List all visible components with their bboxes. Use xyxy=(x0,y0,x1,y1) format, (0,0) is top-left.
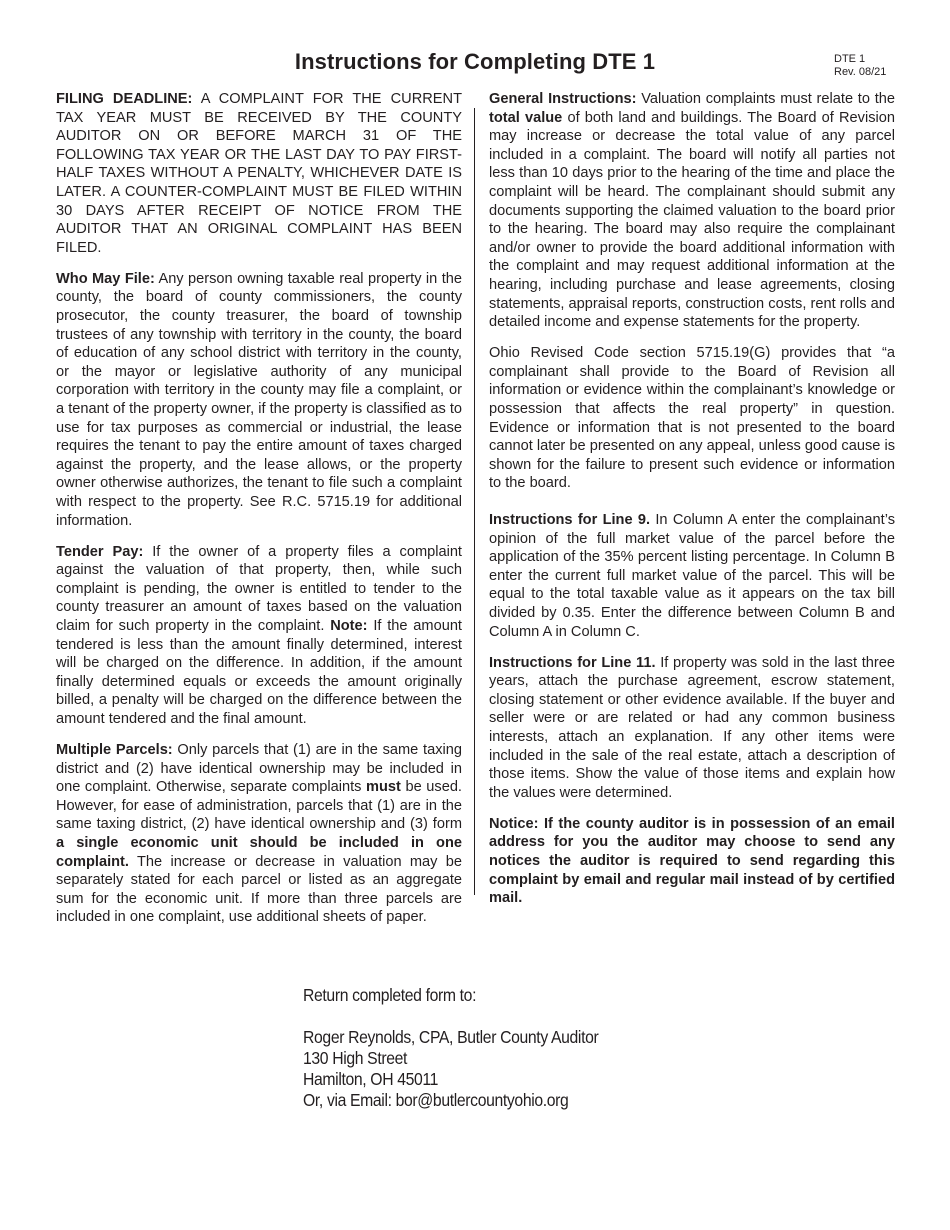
form-revision: Rev. 08/21 xyxy=(834,66,887,78)
multiple-parcels-section xyxy=(56,741,462,927)
line-9-text: In Column A enter the complainant’s opinion of the full market value of the parcel before the application of the 35% percent listing percentage. In Column B enter the current full market value of the parcel. This will be equal to the total taxable value as it appears on the tax bill divided by 0.35. Enter the difference between Column B and Column A in Column C. xyxy=(489,511,895,640)
return-heading: Return completed form to: xyxy=(303,985,477,1005)
line-9-instructions xyxy=(489,511,895,641)
line-9-label: Instructions for Line 9. xyxy=(489,511,651,528)
general-instructions-section xyxy=(489,90,895,332)
ohio-revised-code-section xyxy=(489,344,895,493)
return-address-block xyxy=(303,985,598,1111)
left-column xyxy=(56,90,462,940)
multiple-parcels-text-2: be used. However, for ease of administration, parcels that (1) are in the same taxing district, (2) have identical ownership and (3) form xyxy=(56,779,462,833)
form-id: DTE 1 xyxy=(834,53,866,65)
filing-deadline-label: FILING DEADLINE: xyxy=(56,91,193,107)
multiple-parcels-must: must xyxy=(366,779,401,796)
multiple-parcels-bold-phrase: a single economic unit should be included in one complaint. xyxy=(56,835,462,870)
who-may-file-text: Any person owning taxable real property in the county, the board of county commissioners, the county prosecutor, the county treasurer, the board of township trustees of any township with territory in the county, the board of education of any school district with territory in the county, or the mayor or legislative authority of any municipal corporation with territory in the county may file a complaint, or a tenant of the property owner, if the property is classified as to use for tax purposes as commercial or industrial, the lease requires the tenant to pay the entire amount of taxes charged against the property, and the lease allows, or the property owner otherwise authorizes, the tenant to file such a complaint with respect to the property. See R.C. 5715.19 for additional information. xyxy=(56,270,462,529)
general-instructions-text-2: of both land and buildings. The Board of Revision may increase or decrease the total value of any parcel included in a complaint. The board will notify all parties not less than 10 days prior to the hearing of the time and place the complaint will be heard. The complainant should submit any documents supporting the claimed valuation to the board prior to the hearing. The board may also require the complainant and/or owner to provide the board additional information with the complaint and may request additional information at the hearing, including purchase and lease agreements, closing statements, appraisal reports, construction costs, rent rolls and detailed income and expense statements for the property. xyxy=(489,109,895,331)
page-title: Instructions for Completing DTE 1 xyxy=(294,49,656,74)
line-11-text: If property was sold in the last three years, attach the purchase agreement, escrow statement, closing statement or other evidence available. If the buyer and seller were or are related or had any common business interests, attach an explanation. If any other items were included in the sale of the real estate, attach a description of those items. Show the value of those items and explain how the values were determined. xyxy=(489,654,895,801)
tender-pay-label: Tender Pay: xyxy=(56,543,144,560)
email-notice-text: Notice: If the county auditor is in possession of an email address for you the auditor may choose to send any notices the auditor is required to send regarding this complaint by email and regular mail instead of by certified mail. xyxy=(489,815,895,907)
tender-pay-text: If the owner of a property files a complaint against the valuation of that property, then, while such complaint is pending, the owner is entitled to tender to the county treasurer an amount of taxes based on the valuation claim for such property in the complaint. xyxy=(56,543,462,635)
line-11-label: Instructions for Line 11. xyxy=(489,654,656,671)
line-11-instructions xyxy=(489,654,895,803)
who-may-file-section xyxy=(56,270,462,530)
auditor-name: Roger Reynolds, CPA, Butler County Auditor xyxy=(303,1027,599,1047)
right-column xyxy=(489,90,895,920)
multiple-parcels-text-3: The increase or decrease in valuation may be separately stated for each parcel or listed as an aggregate sum for the economic unit. If more than three parcels are included in one complaint, use additional sheets of paper. xyxy=(56,853,462,926)
filing-deadline-section xyxy=(56,90,462,257)
email-address: Or, via Email: bor@butlercountyohio.org xyxy=(303,1090,569,1110)
tender-pay-note-label: Note: xyxy=(330,618,368,635)
tender-pay-note-text: If the amount tendered is less than the amount finally determined, interest will be charged on the difference. In addition, if the amount finally determined equals or exceeds the amount originally billed, a penalty will be charged on the difference between the amount tendered and the final amount. xyxy=(56,618,462,727)
column-divider xyxy=(474,108,475,895)
total-value-emphasis: total value xyxy=(489,109,563,126)
general-instructions-text-1: Valuation complaints must relate to the xyxy=(636,91,895,107)
multiple-parcels-label: Multiple Parcels: xyxy=(56,742,173,759)
form-identifier xyxy=(834,53,886,79)
city-state-zip: Hamilton, OH 45011 xyxy=(303,1069,439,1089)
ohio-revised-code-text: Ohio Revised Code section 5715.19(G) provides that “a complainant shall provide to the Board of Revision all information or evidence within the complainant’s knowledge or possession that affects the real property” in question. Evidence or information that is not presented to the board cannot later be presented on any appeal, unless good cause is shown for the failure to present such evidence or information to the board. xyxy=(489,345,895,492)
filing-deadline-text: A COMPLAINT FOR THE CURRENT TAX YEAR MUST BE RECEIVED BY THE COUNTY AUDITOR ON OR BEFORE MARCH 31 OF THE FOLLOWING TAX YEAR OR THE LAST DAY TO PAY FIRST-HALF TAXES WITHOUT A PENALTY, WHICHEVER DATE IS LATER. A COUNTER-COMPLAINT MUST BE FILED WITHIN 30 DAYS AFTER RECEIPT OF NOTICE FROM THE AUDITOR THAT AN ORIGINAL COMPLAINT HAS BEEN FILED. xyxy=(56,91,462,256)
street-address: 130 High Street xyxy=(303,1048,408,1068)
tender-pay-section xyxy=(56,543,462,729)
multiple-parcels-text-1: Only parcels that (1) are in the same taxing district and (2) have identical ownership may be included in one complaint. Otherwise, separate complaints xyxy=(56,742,462,796)
who-may-file-label: Who May File: xyxy=(56,270,155,287)
general-instructions-label: General Instructions: xyxy=(489,91,637,107)
email-notice xyxy=(489,815,895,908)
